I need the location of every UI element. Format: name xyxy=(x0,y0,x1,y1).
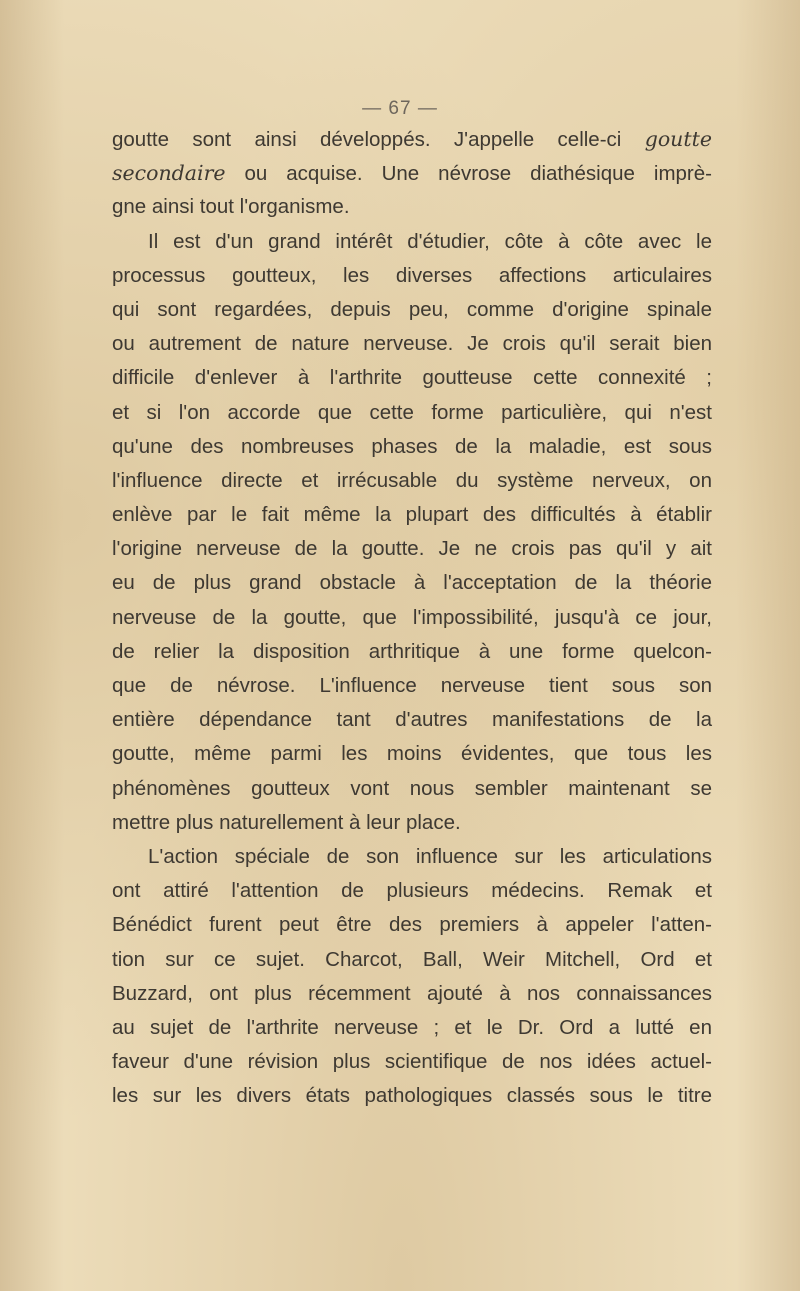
text-line: gne ainsi tout l'organisme. xyxy=(112,195,350,219)
text-line: phénomènes goutteux vont nous sembler maintenant se xyxy=(112,776,712,800)
text-line: nerveuse de la goutte, que l'impossibilité, jusqu'à ce jour, xyxy=(112,605,712,629)
page-number: — 67 — xyxy=(362,98,438,119)
italic-term: goutte xyxy=(644,127,712,151)
text-line: mettre plus naturellement à leur place. xyxy=(112,810,461,834)
text-line: faveur d'une révision plus scientifique de nos idées actuel- xyxy=(112,1050,712,1074)
text-line: et si l'on accorde que cette forme particulière, qui n'est xyxy=(112,400,712,424)
text-line: qui sont regardées, depuis peu, comme d'origine spinale xyxy=(112,297,712,321)
text-line: processus goutteux, les diverses affections articulaires xyxy=(112,263,712,287)
text-line: goutte sont ainsi développés. J'appelle celle-ci goutte xyxy=(112,127,712,151)
italic-term: secondaire xyxy=(112,161,226,186)
text-line: tion sur ce sujet. Charcot, Ball, Weir Mitchell, Ord et xyxy=(112,947,712,971)
text-line: eu de plus grand obstacle à l'acceptation de la théorie xyxy=(112,571,712,595)
text-line: les sur les divers états pathologiques classés sous le titre xyxy=(112,1084,712,1108)
text-line: l'origine nerveuse de la goutte. Je ne crois pas qu'il y ait xyxy=(112,537,712,561)
text-line: enlève par le fait même la plupart des difficultés à établir xyxy=(112,503,712,527)
text-line: que de névrose. L'influence nerveuse tient sous son xyxy=(112,674,712,697)
body-text xyxy=(112,122,712,1113)
text-line: de relier la disposition arthritique à une forme quelcon- xyxy=(112,639,712,663)
text-line: au sujet de l'arthrite nerveuse ; et le Dr. Ord a lutté en xyxy=(112,1015,712,1039)
text-line: secondaire ou acquise. Une névrose diathésique imprè- xyxy=(112,161,712,186)
text-line: ont attiré l'attention de plusieurs médecins. Remak et xyxy=(112,879,712,903)
text-line: goutte, même parmi les moins évidentes, que tous les xyxy=(112,742,712,766)
text-line: Bénédict furent peut être des premiers à appeler l'atten- xyxy=(112,913,712,937)
text-line: entière dépendance tant d'autres manifestations de la xyxy=(112,708,712,732)
text-line: Il est d'un grand intérêt d'étudier, côte à côte avec le xyxy=(148,229,712,253)
text-line: ou autrement de nature nerveuse. Je crois qu'il serait bien xyxy=(112,332,712,356)
text-line: L'action spéciale de son influence sur les articulations xyxy=(148,844,712,868)
text-line: difficile d'enlever à l'arthrite goutteuse cette connexité ; xyxy=(112,366,712,390)
text-line: Buzzard, ont plus récemment ajouté à nos connaissances xyxy=(112,981,712,1005)
text-line: l'influence directe et irrécusable du système nerveux, on xyxy=(112,468,712,492)
text-line: qu'une des nombreuses phases de la maladie, est sous xyxy=(112,434,712,458)
